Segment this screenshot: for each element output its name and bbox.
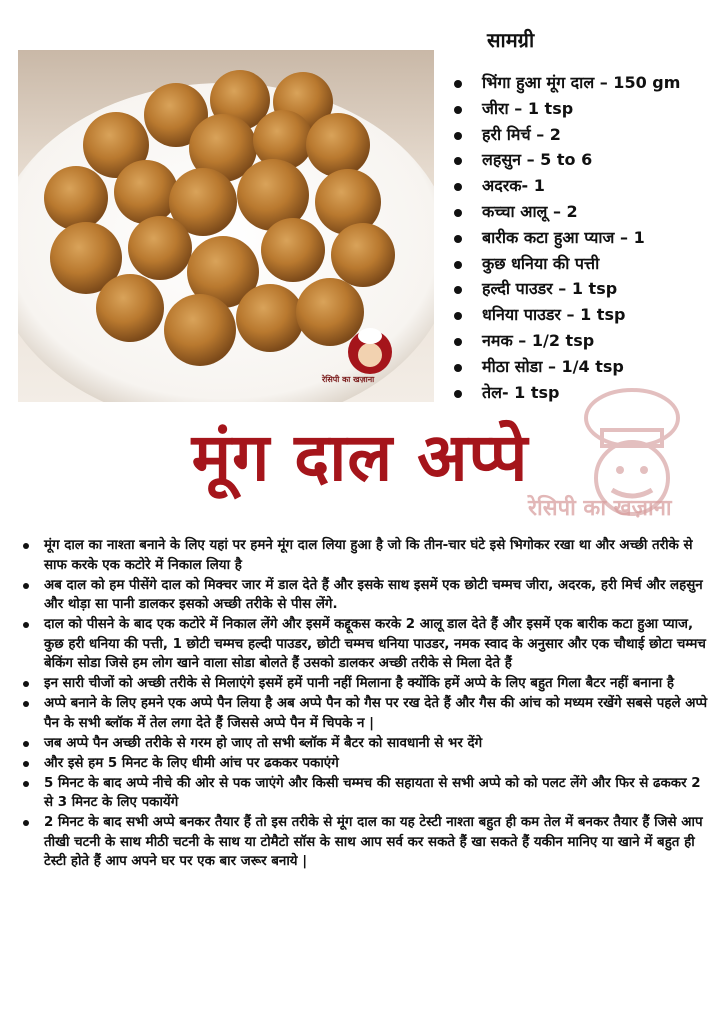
ingredient-item: जीरा – 1 tsp (452, 98, 714, 124)
ingredients-title: सामग्री (487, 28, 535, 52)
ingredient-item: भिंगा हुआ मूंग दाल – 150 gm (452, 72, 714, 98)
ingredient-item: तेल- 1 tsp (452, 382, 714, 408)
logo-text: रेसिपी का खज़ाना (322, 375, 375, 384)
step-item: इन सारी चीजों को अच्छी तरीके से मिलाएंगे इसमें हमें पानी नहीं मिलाना है क्योंकि हमें अप्पे के लिए बहुत गिला बैटर नहीं बनाना है (18, 674, 712, 694)
ingredient-item: मीठा सोडा – 1/4 tsp (452, 356, 714, 382)
step-item: अब दाल को हम पीसेंगे दाल को मिक्चर जार में डाल देते हैं और इसके साथ इसमें एक छोटी चम्मच जीरा, अदरक, हरी मिर्च और लहसुन और थोड़ा सा पानी डालकर इसको अच्छी तरीके से पीस लेंगे. (18, 576, 712, 615)
ingredient-item: कच्चा आलू – 2 (452, 201, 714, 227)
step-item: 2 मिनट के बाद सभी अप्पे बनकर तैयार हैं तो इस तरीके से मूंग दाल का यह टेस्टी नाश्ता बहुत ही कम तेल में बनकर तैयार हैं जिसे आप तीखी चटनी के साथ मीठी चटनी के साथ या टोमैटो सॉस के साथ आप सर्व कर सकते हैं खा सकते हैं यकीन मानिए या खाने में बहुत ही टेस्टी होते हैं आप अपने घर पर एक बार जरूर बनाये | (18, 813, 712, 872)
ingredient-item: अदरक- 1 (452, 175, 714, 201)
step-item: और इसे हम 5 मिनट के लिए धीमी आंच पर ढककर पकाएंगे (18, 754, 712, 774)
ingredient-item: नमक – 1/2 tsp (452, 330, 714, 356)
ingredient-item: बारीक कटा हुआ प्याज – 1 (452, 227, 714, 253)
recipe-title: मूंग दाल अप्पे (191, 419, 529, 496)
ingredient-item: धनिया पाउडर – 1 tsp (452, 304, 714, 330)
ingredient-item: कुछ धनिया की पत्ती (452, 253, 714, 279)
ingredient-item: हरी मिर्च – 2 (452, 124, 714, 150)
recipe-steps (18, 536, 712, 872)
ingredients-list (452, 72, 714, 407)
ingredient-item: हल्दी पाउडर – 1 tsp (452, 278, 714, 304)
step-item: जब अप्पे पैन अच्छी तरीके से गरम हो जाए तो सभी ब्लॉक में बैटर को सावधानी से भर देंगे (18, 734, 712, 754)
step-item: 5 मिनट के बाद अप्पे नीचे की ओर से पक जाएंगे और किसी चम्मच की सहायता से सभी अप्पे को को पलट लेंगे और फिर से ढककर 2 से 3 मिनट के लिए पकायेंगे (18, 774, 712, 813)
appe-plate-illustration (18, 50, 434, 402)
watermark-text: रेसिपी का खज़ाना (528, 496, 672, 521)
step-item: दाल को पीसने के बाद एक कटोरे में निकाल लेंगे और इसमें कद्दूकस करके 2 आलू डाल देते हैं और इसमें एक बारीक कटा हुआ प्याज, कुछ हरी धनिया की पत्ती, 1 छोटी चम्मच हल्दी पाउडर, छोटी चम्मच धनिया पाउडर, नमक स्वाद के अनुसार और एक चौथाई छोटा चम्मच बेकिंग सोडा जिसे हम लोग खाने वाला सोडा बोलते हैं उसको डालकर अच्छी तरीके से मिला देते हैं (18, 615, 712, 674)
step-item: मूंग दाल का नाश्ता बनाने के लिए यहां पर हमने मूंग दाल लिया हुआ है जो कि तीन-चार घंटे इसे भिगोकर रखा था और अच्छी तरीके से साफ करके एक कटोरे में निकाल लिया है (18, 536, 712, 575)
ingredient-item: लहसुन – 5 to 6 (452, 149, 714, 175)
step-item: अप्पे बनाने के लिए हमने एक अप्पे पैन लिया है अब अप्पे पैन को गैस पर रख देते हैं और गैस की आंच को मध्यम रखेंगे सबसे पहले अप्पे पैन के सभी ब्लॉक में तेल लगा देते हैं जिससे अप्पे पैन में चिपके न | (18, 694, 712, 733)
appe-photo (18, 50, 434, 402)
